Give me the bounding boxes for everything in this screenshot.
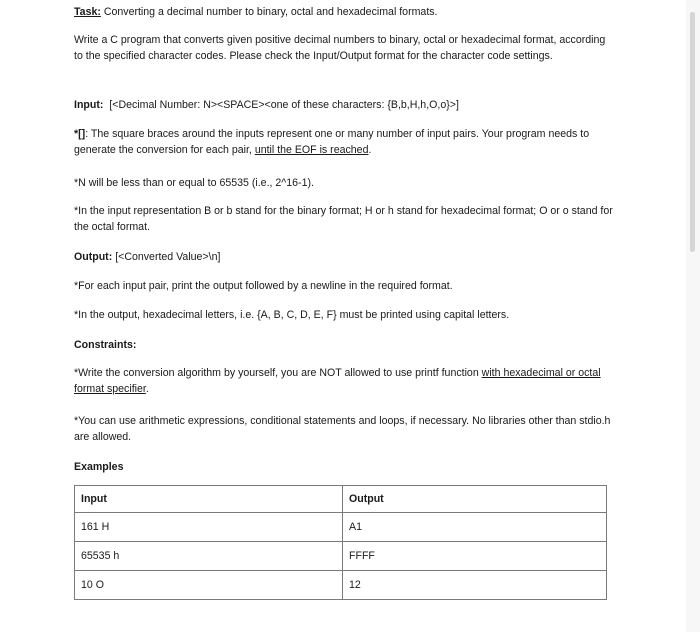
note-representation: *In the input representation B or b stand for the binary format; H or h stand for hexadecimal format; O or o stand for the octal format. xyxy=(74,205,613,233)
task-label: Task: xyxy=(74,6,101,18)
input-format-text: [<Decimal Number: N><SPACE><one of these characters: {B,b,H,h,O,o}>] xyxy=(109,99,459,111)
table-cell-output: 12 xyxy=(343,571,607,600)
input-format xyxy=(74,97,614,113)
note-braces-text: : The square braces around the inputs represent one or many number of input pairs. Your program needs to generate the conversion for each pair, xyxy=(74,128,590,156)
note-braces xyxy=(74,126,614,158)
table-row xyxy=(75,513,607,542)
table-cell-input: 10 O xyxy=(75,571,343,600)
task-title: Converting a decimal number to binary, octal and hexadecimal formats. xyxy=(100,6,438,18)
output-note-2: *In the output, hexadecimal letters, i.e. {A, B, C, D, E, F} must be printed using capital letters. xyxy=(74,309,510,321)
table-row xyxy=(75,571,607,600)
table-header-output: Output xyxy=(343,486,607,513)
output-format xyxy=(74,249,614,265)
table-cell-output: A1 xyxy=(343,513,607,542)
eof-link: until the EOF is reached xyxy=(254,144,369,156)
table-cell-input: 65535 h xyxy=(75,542,343,571)
input-label: Input: xyxy=(74,99,104,111)
output-format-text: [<Converted Value>\n] xyxy=(112,251,221,263)
table-header-row xyxy=(75,486,607,513)
intro-paragraph: Write a C program that converts given positive decimal numbers to binary, octal or hexadecimal format, according to the specified character codes. Please check the Input/Output format for the character code settings. xyxy=(74,34,606,62)
format-specifier-link: with hexadecimal or octal format specifier xyxy=(74,367,601,395)
table-cell-input: 161 H xyxy=(75,513,343,542)
constraints-heading: Constraints: xyxy=(74,339,137,351)
examples-heading: Examples xyxy=(74,461,124,473)
note-braces-end: . xyxy=(368,144,372,156)
constraint-1 xyxy=(74,365,614,397)
table-row xyxy=(75,542,607,571)
output-label: Output: xyxy=(74,251,113,263)
examples-table xyxy=(74,485,607,600)
note-braces-prefix: *[] xyxy=(74,128,86,140)
task-heading xyxy=(74,4,614,20)
constraint-1-text: *Write the conversion algorithm by yourself, you are NOT allowed to use printf function xyxy=(74,367,482,379)
vertical-scrollbar[interactable] xyxy=(686,0,700,632)
constraint-2: *You can use arithmetic expressions, conditional statements and loops, if necessary. No libraries other than stdio.h are allowed. xyxy=(74,415,611,443)
note-n-limit: *N will be less than or equal to 65535 (i.e., 2^16-1). xyxy=(74,177,314,189)
table-header-input: Input xyxy=(75,486,343,513)
constraint-1-end: . xyxy=(145,383,149,395)
output-note-1: *For each input pair, print the output followed by a newline in the required format. xyxy=(74,280,453,292)
scrollbar-thumb[interactable] xyxy=(690,12,695,252)
table-cell-output: FFFF xyxy=(343,542,607,571)
